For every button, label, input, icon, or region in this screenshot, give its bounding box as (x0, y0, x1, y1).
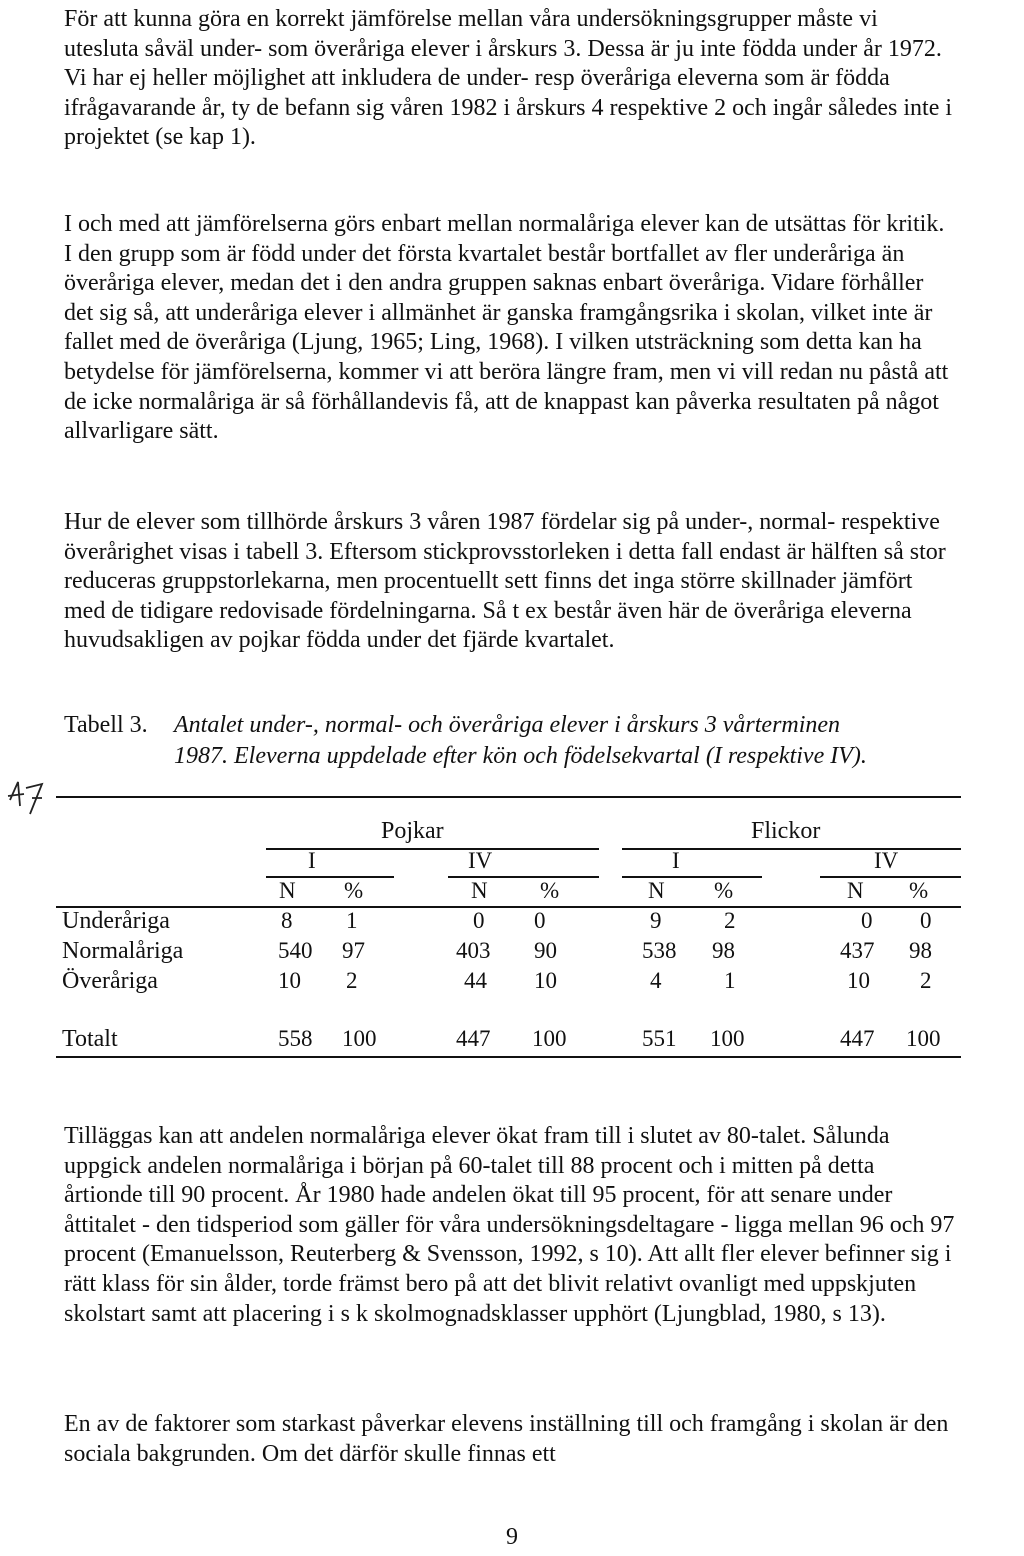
table-cell: 538 (642, 938, 677, 963)
caption-line-1: Antalet under-, normal- och överåriga elever i årskurs 3 vårterminen (174, 712, 841, 738)
handwritten-page-mark (4, 770, 54, 830)
table-cell: 447 (840, 1026, 875, 1051)
table-cell: 10 (534, 968, 557, 993)
col-header-pct: % (714, 878, 734, 903)
table-cell: 437 (840, 938, 875, 963)
table-cell: 0 (473, 908, 485, 933)
table-cell: 90 (534, 938, 557, 963)
flickor-i-rule (622, 876, 762, 878)
table-cell: 8 (281, 908, 293, 933)
handwritten-mark-text: 47 (4, 770, 5, 771)
table-cell: 1 (346, 908, 358, 933)
table-cell: 98 (909, 938, 932, 963)
row-label-underariga: Underåriga (62, 908, 170, 934)
pojkar-rule (266, 848, 599, 850)
table-cell: 0 (861, 908, 873, 933)
table-cell: 0 (534, 908, 546, 933)
quarter-header-flickor-iv: IV (874, 848, 899, 873)
flickor-iv-rule (820, 876, 961, 878)
table-caption (64, 710, 1024, 772)
table-bottom-rule (56, 1056, 961, 1058)
caption-line-2: 1987. Eleverna uppdelade efter kön och födelsekvartal (I respektive IV). (174, 743, 867, 769)
quarter-header-pojkar-i: I (308, 848, 316, 873)
row-label-overariga: Överåriga (62, 968, 158, 994)
table-cell: 403 (456, 938, 491, 963)
table-cell: 2 (346, 968, 358, 993)
paragraph-2: I och med att jämförelserna görs enbart mellan normalåriga elever kan de utsättas för kritik. I den grupp som är född under det första kvartalet består bortfallet av fler underåriga än överåriga elever, medan det i den andra gruppen saknas enbart överåriga. Vidare förhåller det sig så, att underåriga elever i allmänhet är ganska framgångsrika i skolan, vilket inte är fallet med de överåriga (Ljung, 1965; Ling, 1968). I vilken utsträckning som detta kan ha betydelse för jämförelserna, kommer vi att beröra längre fram, men vi vill redan nu påstå att de icke normalåriga är så förhållandevis få, att de knappast kan påverka resultaten på något allvarligare sätt. (64, 211, 949, 445)
table-cell: 100 (906, 1026, 941, 1051)
quarter-header-pojkar-iv: IV (468, 848, 493, 873)
table-cell: 1 (724, 968, 736, 993)
paragraph-4: Tilläggas kan att andelen normalåriga elever ökat fram till i slutet av 80-talet. Sålunda uppgick andelen normalåriga i början på 60-talet till 88 procent och i mitten på detta årtionde till 90 procent. År 1980 hade andelen ökat till 95 procent, för att senare under åttitalet - den tidsperiod som gäller för våra undersökningsdeltagare - ligga mellan 96 och 97 procent (Emanuelsson, Reuterberg & Svensson, 1992, s 10). Att allt fler elever befinner sig i rätt klass för sin ålder, torde främst bero på att det blivit relativt ovanligt med uppskjuten skolstart samt att placering i s k skolmognadsklasser upphört (Ljungblad, 1980, s 13). (64, 1123, 955, 1327)
table-cell: 2 (724, 908, 736, 933)
table-cell: 100 (342, 1026, 377, 1051)
table-cell: 0 (920, 908, 932, 933)
page-number: 9 (506, 1524, 518, 1550)
group-header-flickor: Flickor (751, 818, 821, 844)
col-header-pct: % (540, 878, 560, 903)
col-header-n: N (648, 878, 665, 903)
table-cell: 9 (650, 908, 662, 933)
table-cell: 540 (278, 938, 313, 963)
paragraph-3: Hur de elever som tillhörde årskurs 3 våren 1987 fördelar sig på under-, normal- respektive överårighet visas i tabell 3. Eftersom stickprovsstorleken i detta fall endast är hälften så stor reduceras gruppstorlekarna, men procentuellt sett finns det inga större skillnader jämfört med de tidigare redovisade fördelningarna. Så t ex består även här de överåriga eleverna huvudsakligen av pojkar födda under det fjärde kvartalet. (64, 509, 946, 654)
data-table (56, 796, 961, 1058)
table-cell: 558 (278, 1026, 313, 1051)
table-cell: 10 (847, 968, 870, 993)
caption-label: Tabell 3. (64, 712, 148, 738)
row-label-normalariga: Normalåriga (62, 938, 184, 964)
table-cell: 100 (710, 1026, 745, 1051)
col-header-pct: % (909, 878, 929, 903)
table-cell: 447 (456, 1026, 491, 1051)
col-header-n: N (279, 878, 296, 903)
table-cell: 97 (342, 938, 365, 963)
table-cell: 44 (464, 968, 487, 993)
table-cell: 100 (532, 1026, 567, 1051)
table-cell: 4 (650, 968, 662, 993)
col-header-pct: % (344, 878, 364, 903)
quarter-header-flickor-i: I (672, 848, 680, 873)
row-label-totalt: Totalt (62, 1026, 118, 1052)
group-header-pojkar: Pojkar (381, 818, 444, 844)
table-cell: 10 (278, 968, 301, 993)
paragraph-1: För att kunna göra en korrekt jämförelse mellan våra undersökningsgrupper måste vi utesluta såväl under- som överåriga elever i årskurs 3. Dessa är ju inte födda under år 1972. Vi har ej heller möjlighet att inkludera de under- resp överåriga eleverna som är födda ifrågavarande år, ty de befann sig våren 1982 i årskurs 4 respektive 2 och ingår således inte i projektet (se kap 1). (64, 6, 953, 151)
paragraph-5: En av de faktorer som starkast påverkar elevens inställning till och framgång i skolan är den sociala bakgrunden. Om det därför skulle finnas ett (64, 1411, 949, 1467)
table-cell: 2 (920, 968, 932, 993)
table-cell: 98 (712, 938, 735, 963)
table-cell: 551 (642, 1026, 677, 1051)
header-rule (56, 906, 961, 908)
table-top-rule (56, 796, 961, 798)
col-header-n: N (847, 878, 864, 903)
col-header-n: N (471, 878, 488, 903)
